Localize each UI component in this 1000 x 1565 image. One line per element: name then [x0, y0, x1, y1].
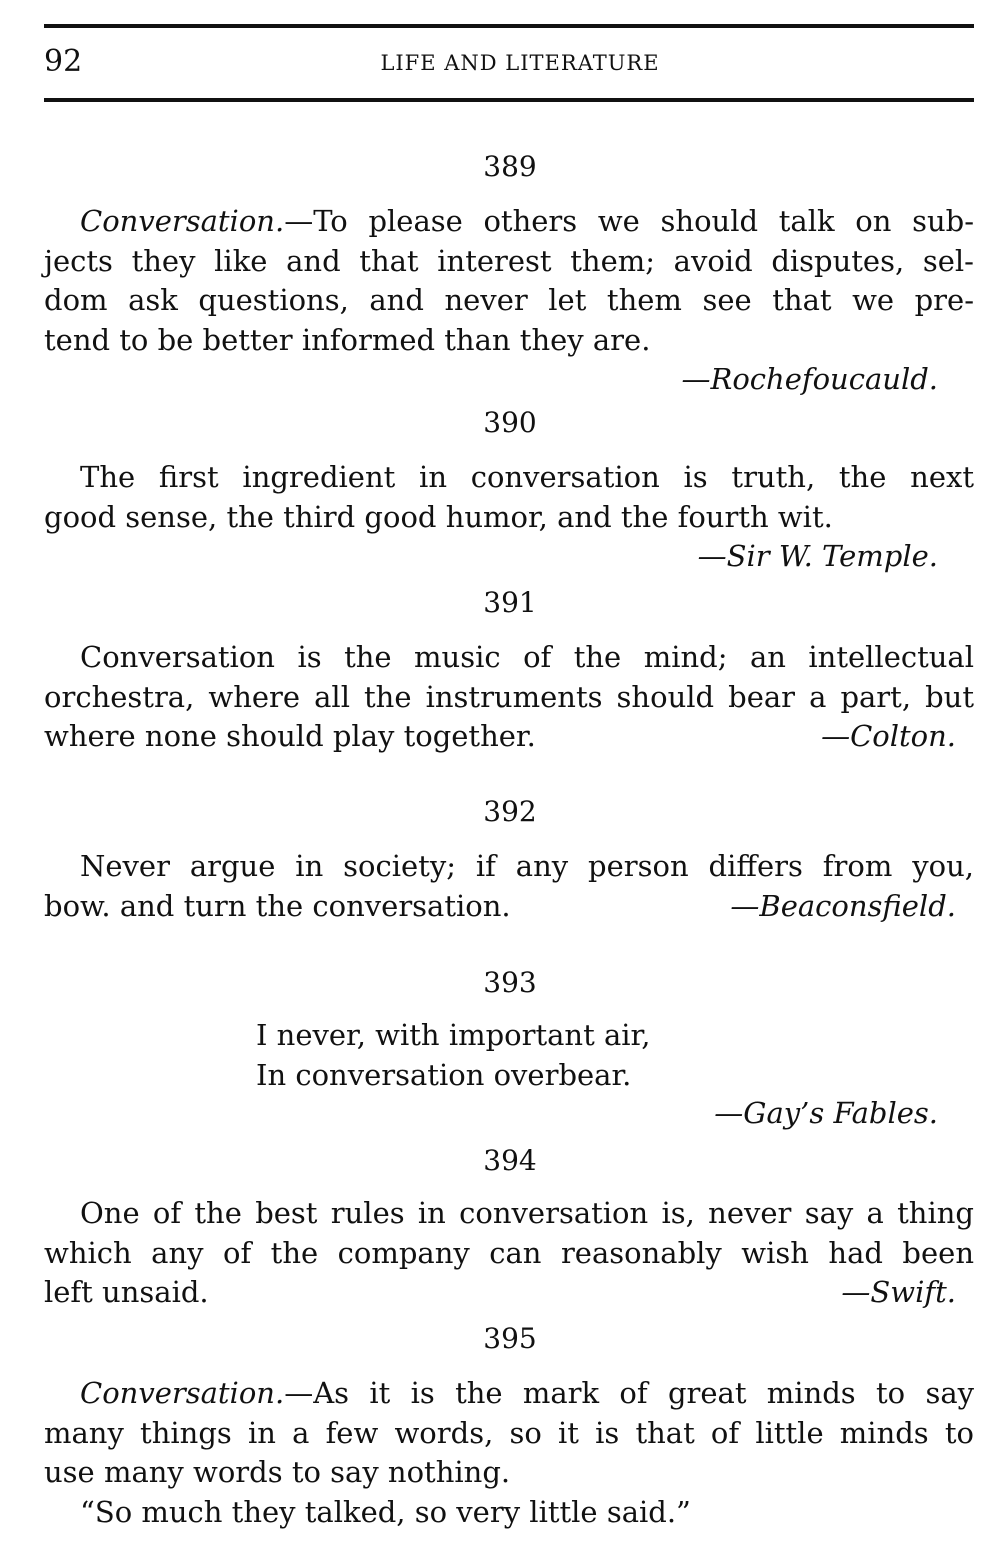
- entry-number-391: 391: [483, 586, 537, 619]
- entry-394-line-3: left unsaid. —Swift.: [44, 1273, 974, 1313]
- entry-395-line-2: many things in a few words, so it is that of little minds to: [44, 1415, 974, 1450]
- entry-393-verse: [256, 1016, 650, 1095]
- entry-395-line-1: Conversation.—As it is the mark of great minds to say: [80, 1376, 974, 1410]
- header-rule-top: [44, 24, 974, 28]
- entry-392-line-1: Never argue in society; if any person differs from you,: [80, 849, 974, 883]
- entry-393-attribution: —Gay’s Fables.: [714, 1096, 938, 1130]
- entry-395-quote: “So much they talked, so very little said.”: [80, 1494, 691, 1529]
- entry-number-389: 389: [483, 150, 537, 183]
- entry-394-text: [44, 1194, 974, 1313]
- entry-395-text: [44, 1374, 974, 1532]
- entry-392-text: [44, 847, 974, 926]
- entry-389-line-1: Conversation.—To please others we should talk on sub-: [80, 204, 974, 238]
- entry-number-394: 394: [483, 1144, 537, 1177]
- entry-390-text: [44, 458, 974, 537]
- entry-390-line-2: good sense, the third good humor, and the fourth wit.: [44, 499, 833, 534]
- entry-394-attribution: —Swift.: [841, 1275, 956, 1309]
- entry-number-392: 392: [483, 795, 537, 828]
- entry-number-395: 395: [483, 1322, 537, 1355]
- entry-389-attribution: —Rochefoucauld.: [681, 362, 938, 396]
- entry-395-line-3: use many words to say nothing.: [44, 1455, 511, 1489]
- header-rule-bottom: [44, 98, 974, 102]
- entry-393-verse-line-2: In conversation overbear.: [256, 1057, 632, 1092]
- entry-393-verse-line-1: I never, with important air,: [256, 1018, 651, 1052]
- entry-number-393: 393: [483, 966, 537, 999]
- entry-395-lead: Conversation.: [80, 1376, 285, 1410]
- entry-394-line-1: One of the best rules in conversation is, never say a thing: [80, 1196, 974, 1230]
- entry-391-line-2: orchestra, where all the instruments should bear a part, but: [44, 679, 974, 714]
- entry-394-line-2: which any of the company can reasonably wish had been: [44, 1235, 974, 1270]
- entry-390-line-1: The first ingredient in conversation is truth, the next: [80, 460, 974, 494]
- entry-389-text: [44, 202, 974, 360]
- page-number: 92: [44, 44, 83, 79]
- entry-390-attribution: —Sir W. Temple.: [697, 539, 938, 573]
- entry-391-line-1: Conversation is the music of the mind; an intellectual: [80, 640, 974, 674]
- entry-number-390: 390: [483, 406, 537, 439]
- entry-389-line-4: tend to be better informed than they are.: [44, 322, 651, 357]
- entry-391-attribution: —Colton.: [821, 719, 956, 753]
- entry-392-attribution: —Beaconsfield.: [730, 888, 956, 923]
- running-head: LIFE AND LITERATURE: [380, 51, 660, 75]
- entry-389-lead: Conversation.: [80, 204, 285, 238]
- entry-389-line-2: jects they like and that interest them; avoid disputes, sel-: [44, 243, 974, 278]
- entry-389-line-3: dom ask questions, and never let them see that we pre-: [44, 283, 974, 317]
- entry-391-text: [44, 638, 974, 757]
- entry-392-line-2: bow. and turn the conversation. —Beaconsfield.: [44, 887, 974, 927]
- entry-391-line-3: where none should play together. —Colton.: [44, 717, 974, 757]
